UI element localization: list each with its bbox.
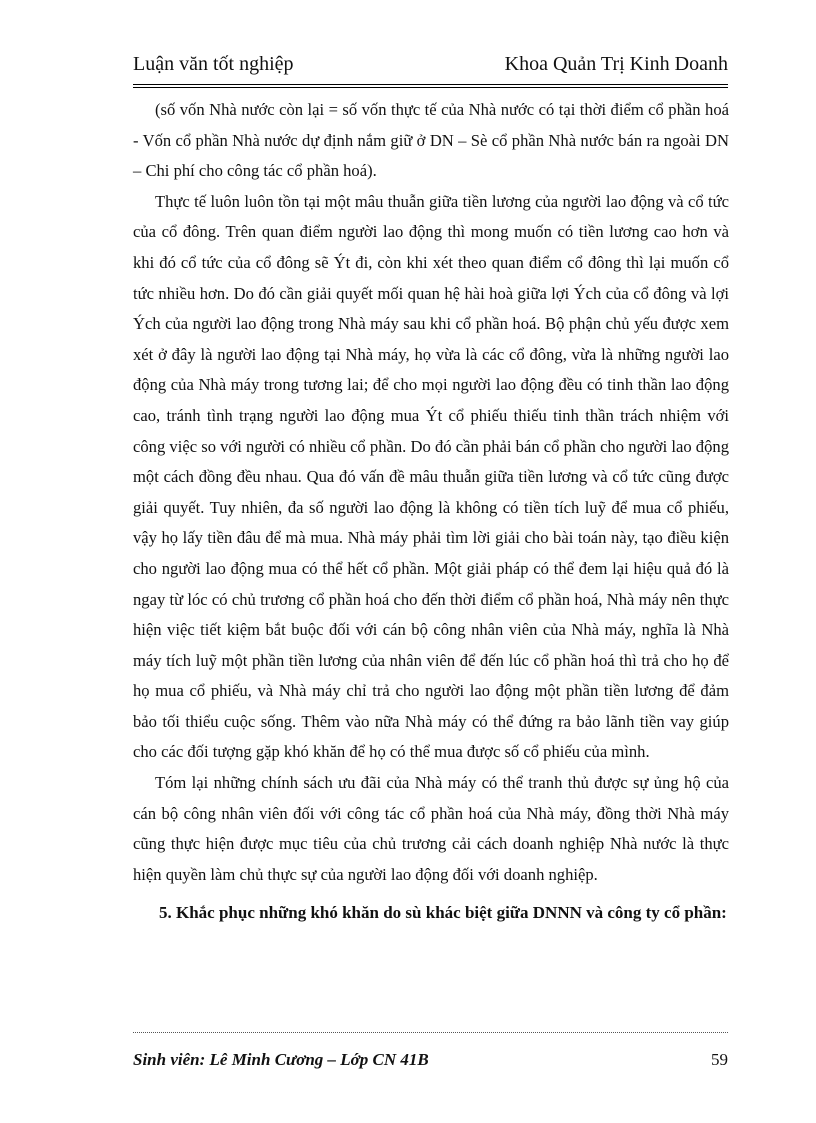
page-number: 59 (711, 1050, 728, 1069)
footer-divider (133, 1032, 728, 1033)
paragraph-2: Thực tế luôn luôn tồn tại một mâu thuẫn giữa tiền lương của người lao động và cổ tức của cổ đông. Trên quan điểm người lao động thì mong muốn có tiền lương cao hơn và khi đó cổ tức của cổ đông sẽ Ýt đi, còn khi xét theo quan điểm cổ đông thì lại muốn cổ tức nhiều hơn. Do đó cần giải quyết mối quan hệ hài hoà giữa lợi Ých của cổ đông và lợi Ých của người lao động trong Nhà máy sau khi cổ phần hoá. Bộ phận chủ yếu được xem xét ở đây là người lao động tại Nhà máy, họ vừa là các cổ đông, vừa là những người lao động của Nhà máy trong tương lai; để cho mọi người lao động đều có tinh thần lao động cao, tránh tình trạng người lao động mua Ýt cổ phiếu thiếu tinh thần trách nhiệm với công việc so với người có nhiều cổ phần. Do đó cần phải bán cổ phần cho người lao động một cách đồng đều nhau. Qua đó vấn đề mâu thuẫn giữa tiền lương và cổ tức cũng được giải quyết. Tuy nhiên, đa số người lao động là không có tiền tích luỹ để mua cổ phiếu, vậy họ lấy tiền đâu để mà mua. Nhà máy phải tìm lời giải cho bài toán này, tạo điều kiện cho người lao động mua có thể hết cổ phần. Một giải pháp có thể đem lại hiệu quả đó là ngay từ lóc có chủ trương cổ phần hoá cho đến thời điểm cổ phần hoá, Nhà máy nên thực hiện việc tiết kiệm bắt buộc đối với cán bộ công nhân viên của Nhà máy, nghĩa là Nhà máy tích luỹ một phần tiền lương của nhân viên để đến lúc cổ phần hoá thì trả cho họ để họ mua cổ phiếu, và Nhà máy chỉ trả cho người lao động một phần tiền lương để đảm bảo tối thiểu cuộc sống. Thêm vào nữa Nhà máy có thể đứng ra bảo lãnh tiền vay giúp cho các đối tượng gặp khó khăn để họ có thể mua được số cổ phiếu của mình. (133, 191, 729, 762)
section-heading: 5. Khắc phục những khó khăn do sù khác biệt giữa DNNN và công ty cổ phần: (159, 903, 727, 923)
header-faculty-label: Khoa Quản Trị Kinh Doanh (504, 53, 728, 75)
header-thesis-label: Luận văn tốt nghiệp (133, 53, 294, 75)
footer-author: Sinh viên: Lê Minh Cương – Lớp CN 41B (133, 1050, 429, 1069)
paragraph-3: Tóm lại những chính sách ưu đãi của Nhà máy có thể tranh thủ được sự ủng hộ của cán bộ công nhân viên đối với công tác cổ phần hoá của Nhà máy, đồng thời Nhà máy cũng thực hiện được mục tiêu của chủ trương cải cách doanh nghiệp Nhà nước là thực hiện quyền làm chủ thực sự của người lao động đối với doanh nghiệp. (133, 773, 729, 884)
paragraph-1: (số vốn Nhà nước còn lại = số vốn thực tế của Nhà nước có tại thời điểm cổ phần hoá - Vốn cổ phần Nhà nước dự định nắm giữ ở DN – Sè cổ phần Nhà nước bán ra ngoài DN – Chi phí cho công tác cổ phần hoá). (133, 100, 729, 181)
header-divider (133, 84, 728, 88)
body-text (133, 95, 729, 928)
page-footer (133, 1050, 728, 1070)
page-header (133, 50, 728, 78)
